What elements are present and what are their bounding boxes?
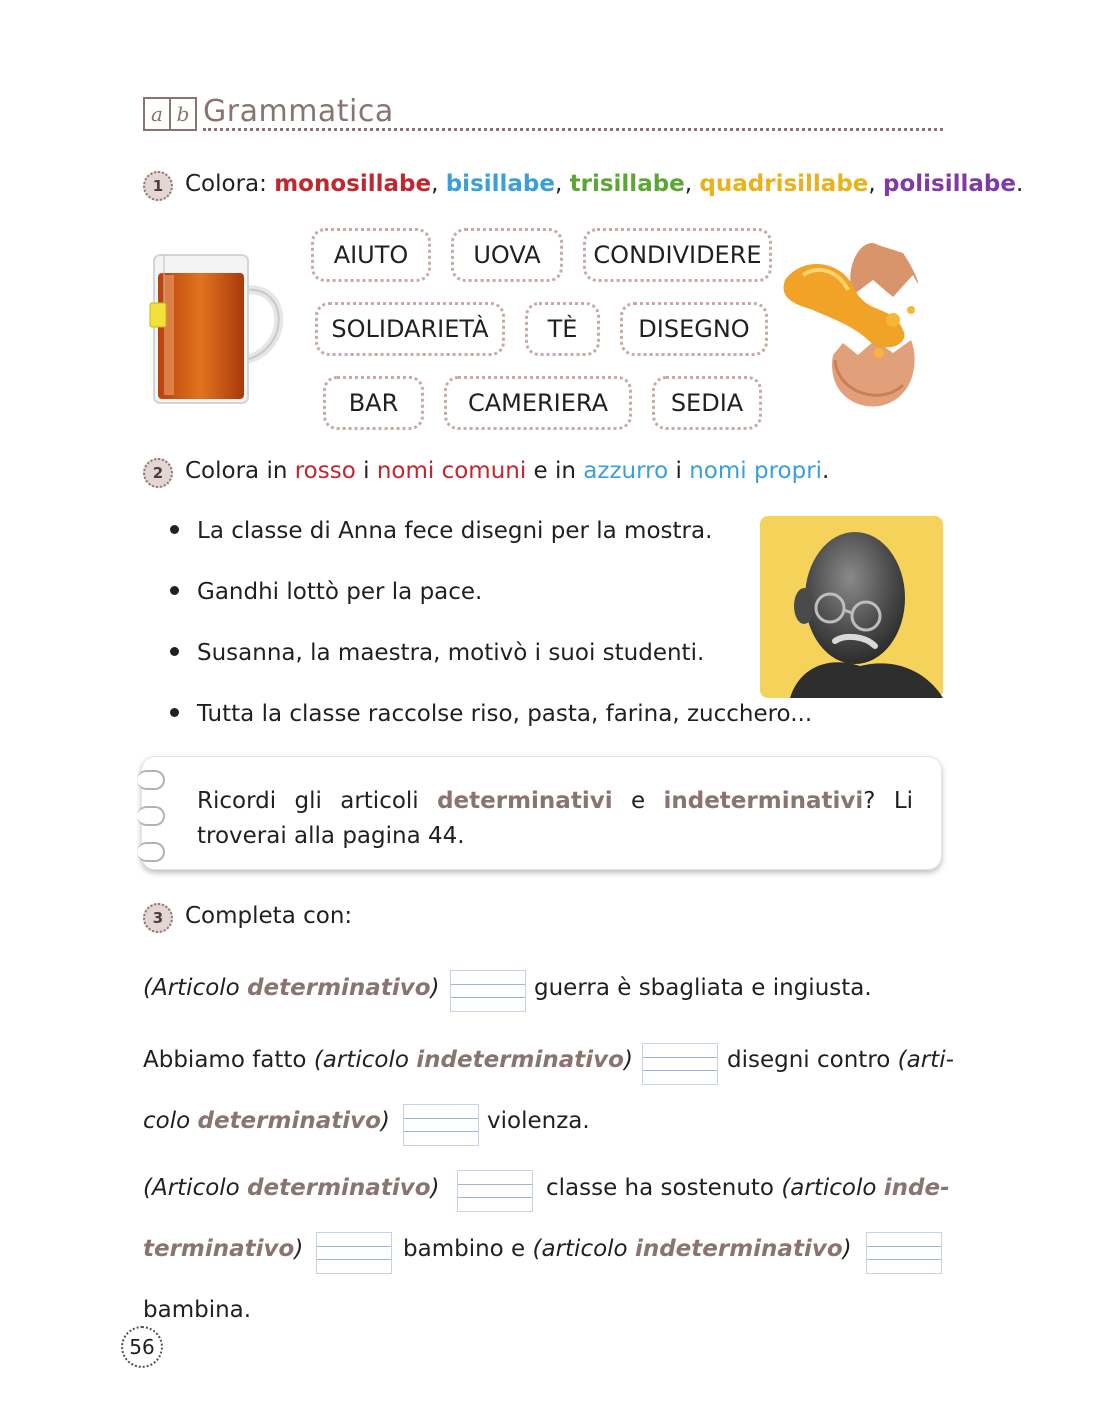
word-nomi-comuni: nomi comuni	[376, 458, 527, 484]
ex2-text-4: i	[675, 458, 682, 484]
bullet-icon	[170, 525, 179, 534]
sentence-text[interactable]: La classe di Anna fece disegni per la mostra.	[197, 518, 713, 544]
logo-letter-b: b	[176, 102, 190, 126]
sentence-item	[170, 518, 712, 544]
answer-blank[interactable]	[457, 1170, 533, 1212]
bullet-icon	[170, 708, 179, 717]
bullet-icon	[170, 647, 179, 656]
ex2-text-5: .	[822, 458, 830, 484]
word-polisillabe: polisillabe	[883, 171, 1016, 197]
answer-blank[interactable]	[403, 1104, 479, 1146]
note-text-1: Ricordi gli articoli	[197, 788, 419, 814]
exercise-3-instruction: Completa con:	[185, 903, 353, 929]
word-box[interactable]: UOVA	[451, 228, 563, 282]
word-box[interactable]: TÈ	[525, 302, 600, 356]
sentence-text[interactable]: Susanna, la maestra, motivò i suoi studenti.	[197, 640, 705, 666]
binder-ring-icon	[137, 842, 165, 862]
ex2-text-1: Colora in	[185, 458, 288, 484]
ex3-line-5-middle: bambino e (articolo indeterminativo)	[403, 1236, 852, 1262]
ex1-lead: Colora:	[185, 171, 267, 197]
answer-blank[interactable]	[642, 1043, 718, 1085]
word-rosso: rosso	[294, 458, 356, 484]
word-nomi-propri: nomi propri	[689, 458, 823, 484]
ex2-text-2: i	[363, 458, 370, 484]
sentence-item	[170, 640, 704, 666]
ex3-line-1-suffix: guerra è sbagliata e ingiusta.	[534, 975, 872, 1001]
ex3-line-4-prefix: (Articolo determinativo)	[143, 1175, 440, 1201]
word-azzurro: azzurro	[583, 458, 669, 484]
word-box[interactable]: CONDIVIDERE	[583, 228, 772, 282]
word-box[interactable]: SOLIDARIETÀ	[315, 302, 505, 356]
sentence-text[interactable]: Gandhi lottò per la pace.	[197, 579, 483, 605]
ex3-line-1-prefix: (Articolo determinativo)	[143, 975, 440, 1001]
word-box[interactable]: BAR	[323, 376, 424, 430]
ex2-text-3: e in	[533, 458, 576, 484]
sentence-item	[170, 579, 482, 605]
reminder-note-text	[197, 784, 913, 854]
title-dotted-rule	[203, 128, 943, 131]
word-monosillabe: monosillabe	[274, 171, 432, 197]
section-title: Grammatica	[203, 94, 394, 129]
answer-blank[interactable]	[866, 1232, 942, 1274]
exercise-2-number: 2	[143, 458, 173, 488]
word-box[interactable]: DISEGNO	[620, 302, 768, 356]
page-number: 56	[121, 1326, 163, 1368]
answer-blank[interactable]	[316, 1232, 392, 1274]
gandhi-statue-image	[760, 516, 943, 698]
exercise-1-instruction: Colora: monosillabe, bisillabe, trisillabe, quadrisillabe, polisillabe.	[185, 171, 1024, 197]
word-box[interactable]: AIUTO	[311, 228, 431, 282]
answer-blank[interactable]	[450, 970, 526, 1012]
sentence-item	[170, 701, 812, 727]
note-indeterminativi: indeterminativi	[663, 788, 864, 814]
grammar-logo	[143, 97, 197, 131]
tea-mug-image	[140, 245, 290, 410]
exercise-2-instruction	[185, 458, 829, 484]
word-box[interactable]: SEDIA	[652, 376, 762, 430]
binder-ring-icon	[137, 770, 165, 790]
bullet-icon	[170, 586, 179, 595]
exercise-1-number: 1	[143, 171, 173, 201]
note-text-2: e	[630, 788, 646, 814]
ex3-line-6: bambina.	[143, 1297, 252, 1323]
ex3-line-2-suffix: disegni contro (arti-	[727, 1047, 954, 1073]
note-determinativi: determinativi	[437, 788, 613, 814]
word-box[interactable]: CAMERIERA	[444, 376, 632, 430]
ex3-line-4-suffix: classe ha sostenuto (articolo inde-	[546, 1175, 950, 1201]
exercise-3-number: 3	[143, 903, 173, 933]
ex3-line-3-suffix: violenza.	[487, 1108, 590, 1134]
ex3-line-2-prefix: Abbiamo fatto (articolo indeterminativo)	[143, 1047, 633, 1073]
sentence-text[interactable]: Tutta la classe raccolse riso, pasta, farina, zucchero...	[197, 701, 813, 727]
binder-ring-icon	[137, 806, 165, 826]
cracked-egg-image	[783, 235, 928, 420]
logo-letter-a: a	[145, 99, 171, 129]
word-bisillabe: bisillabe	[445, 171, 555, 197]
word-quadrisillabe: quadrisillabe	[699, 171, 869, 197]
ex3-line-5-prefix: terminativo)	[143, 1236, 304, 1262]
ex3-line-3-prefix: colo determinativo)	[143, 1108, 390, 1134]
word-trisillabe: trisillabe	[569, 171, 685, 197]
note-text-3: ? Li troverai alla pagina 44.	[197, 788, 914, 849]
